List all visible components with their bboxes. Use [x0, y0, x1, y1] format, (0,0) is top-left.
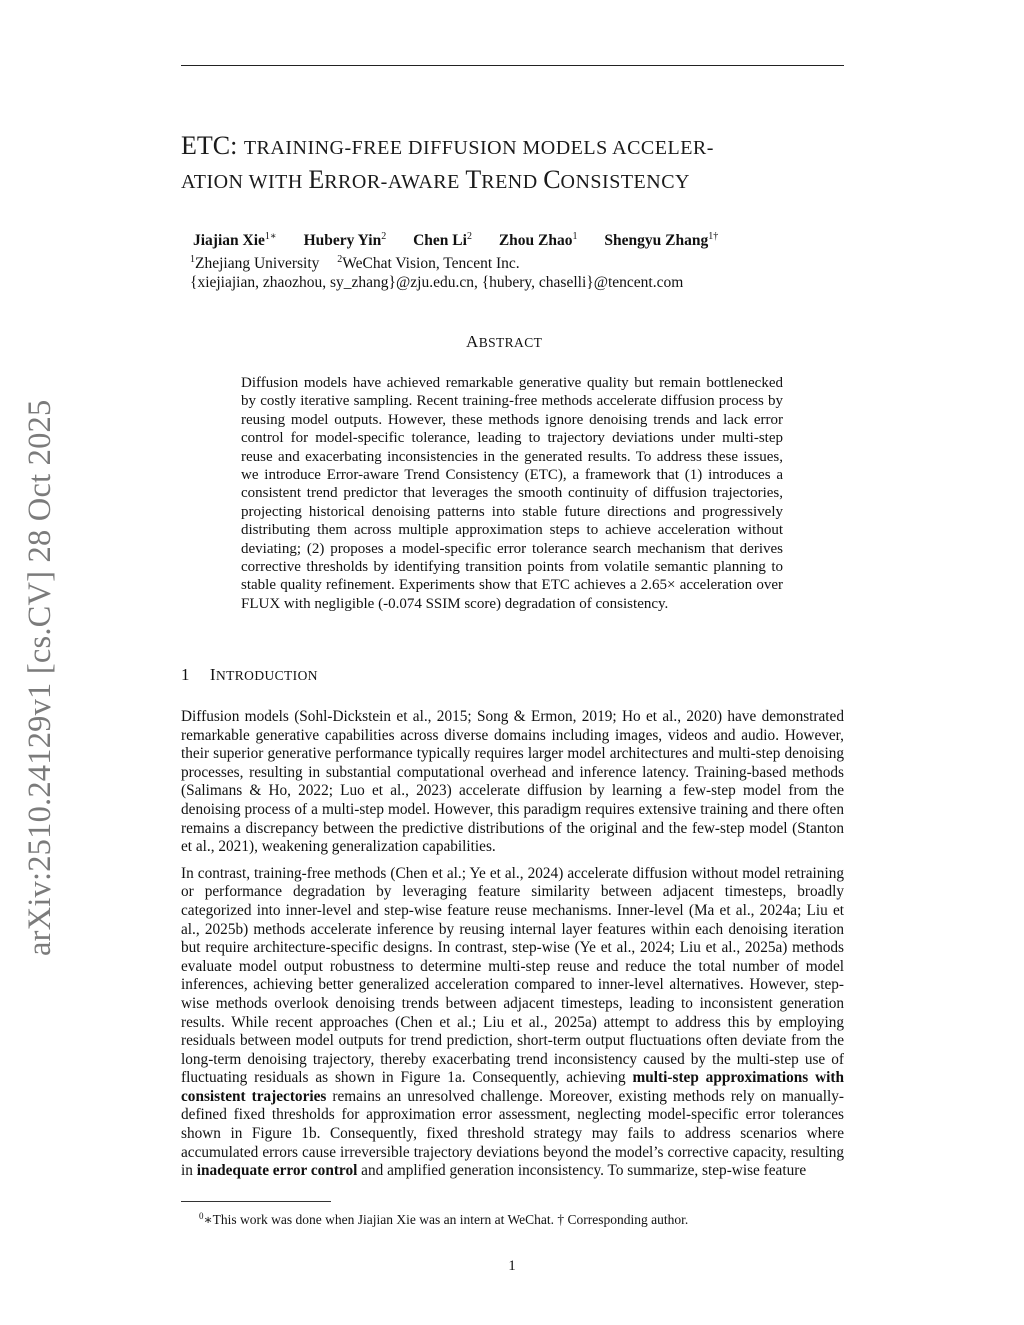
abstract-text: Diffusion models have achieved remarkable generative quality but remain bottlenecked by costly iterative sampling. Recent training-free methods accelerate diffusion process by reusing model outputs. However, these methods ignore denoising trends and lack error control for model-specific tolerance, leading to trajectory deviations under multi-step reuse and exacerbating inconsistencies in the generated results. To address these issues, we introduce Error-aware Trend Consistency (ETC), a framework that (1) introduces a consistent trend predictor that leverages the smooth continuity of diffusion trajectories, projecting historical denoising patterns into stable future directions and progressively distributing them across multiple approximation steps to achieve acceleration without deviating; (2) proposes a model-specific error tolerance search mechanism that derives corrective thresholds by identifying transition points from volatile semantic planning to stable quality refinement. Experiments show that ETC achieves a 2.65× acceleration over FLUX with negligible (-0.074 SSIM score) degradation of consistency. [241, 375, 783, 612]
authors-block [190, 227, 830, 292]
title-line-1: ETC: TRAINING-FREE DIFFUSION MODELS ACCELER- [181, 131, 714, 160]
header-rule [181, 65, 844, 66]
paragraph: Diffusion models (Sohl-Dickstein et al., 2015; Song & Ermon, 2019; Ho et al., 2020) have demonstrated remarkable generative capabilities across diverse domains including images, videos and audio. However, their superior generative performance typically requires larger model architectures and multi-step denoising processes, resulting in substantial computational overhead and inference latency. Training-based methods (Salimans & Ho, 2022; Luo et al., 2023) accelerate diffusion by learning a few-step model from the denoising process of a multi-step model. However, this paradigm requires extensive training and there often remains a discrepancy between the predictive distributions of the original and the few-step model (Stanton et al., 2021), weakening generalization capabilities. [181, 708, 844, 856]
author-name: Shengyu Zhang$^{1\dagger}$ [604, 231, 719, 249]
page-number: 1 [508, 1258, 516, 1274]
affiliation: $^2$WeChat Vision, Tencent Inc. [337, 254, 520, 272]
affiliation-line [190, 250, 830, 273]
abstract-heading: ABSTRACT [466, 332, 543, 351]
section-heading-introduction: 1 INTRODUCTION [181, 665, 318, 684]
author-name: Chen Li$^2$ [413, 231, 472, 249]
paper-title [181, 130, 851, 198]
author-list [193, 227, 830, 250]
affiliation: $^1$Zhejiang University [190, 254, 320, 272]
arxiv-identifier[interactable]: arXiv:2510.24129v1 [cs.CV] 28 Oct 2025 [22, 399, 58, 956]
author-name: Hubery Yin$^2$ [303, 231, 387, 249]
footnote-rule [181, 1201, 331, 1202]
introduction-body [181, 708, 844, 1189]
paragraph: In contrast, training-free methods (Chen et al.; Ye et al., 2024) accelerate diffusion without model retraining or performance degradation by leveraging feature similarity between adjacent timesteps, broadly categorized into inner-level and step-wise feature reuse mechanisms. Inner-level (Ma et al., 2024a; Liu et al., 2025b) methods accelerate inference by reusing internal layer features within each denoising iteration but require architecture-specific designs. In contrast, step-wise (Ye et al., 2024; Liu et al., 2025a) methods evaluate model output robustness to determine multi-step reuse and reduce the total number of model inferences, achieving better generalized acceleration compared to inner-level alternatives. However, step-wise methods overlook denoising trends between adjacent timesteps, leading to inconsistent generation results. While recent approaches (Chen et al.; Liu et al., 2025a) attempt to address this by employing residuals between model outputs for trend prediction, short-term output fluctuations often deviate from the long-term denoising trajectory, thereby exacerbating trend inconsistency caused by the multi-step use of fluctuating residuals as shown in Figure 1a. Consequently, achieving multi-step approximations with consistent trajectories remains an unresolved challenge. Moreover, existing methods rely on manually-defined fixed thresholds for approximation error assessment, neglecting model-specific error tolerances shown in Figure 1b. Consequently, fixed threshold strategy may fails to address scenarios where accumulated errors cause irreversible trajectory deviations beyond the model’s corrective capacity, resulting in inadequate error control and amplified generation inconsistency. To summarize, step-wise feature [181, 864, 845, 1180]
author-name: Jiajian Xie$^{1∗}$ [193, 231, 277, 249]
title-line-2: ATION WITH ERROR-AWARE TREND CONSISTENCY [181, 165, 690, 194]
author-emails[interactable]: {xiejiajian, zhaozhou, sy_zhang}@zju.edu.cn, {hubery, chaselli}@tencent.com [190, 274, 684, 291]
author-name: Zhou Zhao$^1$ [498, 231, 578, 249]
footnote: $^0$∗This work was done when Jiajian Xie was an intern at WeChat. † Corresponding author. [199, 1211, 689, 1227]
